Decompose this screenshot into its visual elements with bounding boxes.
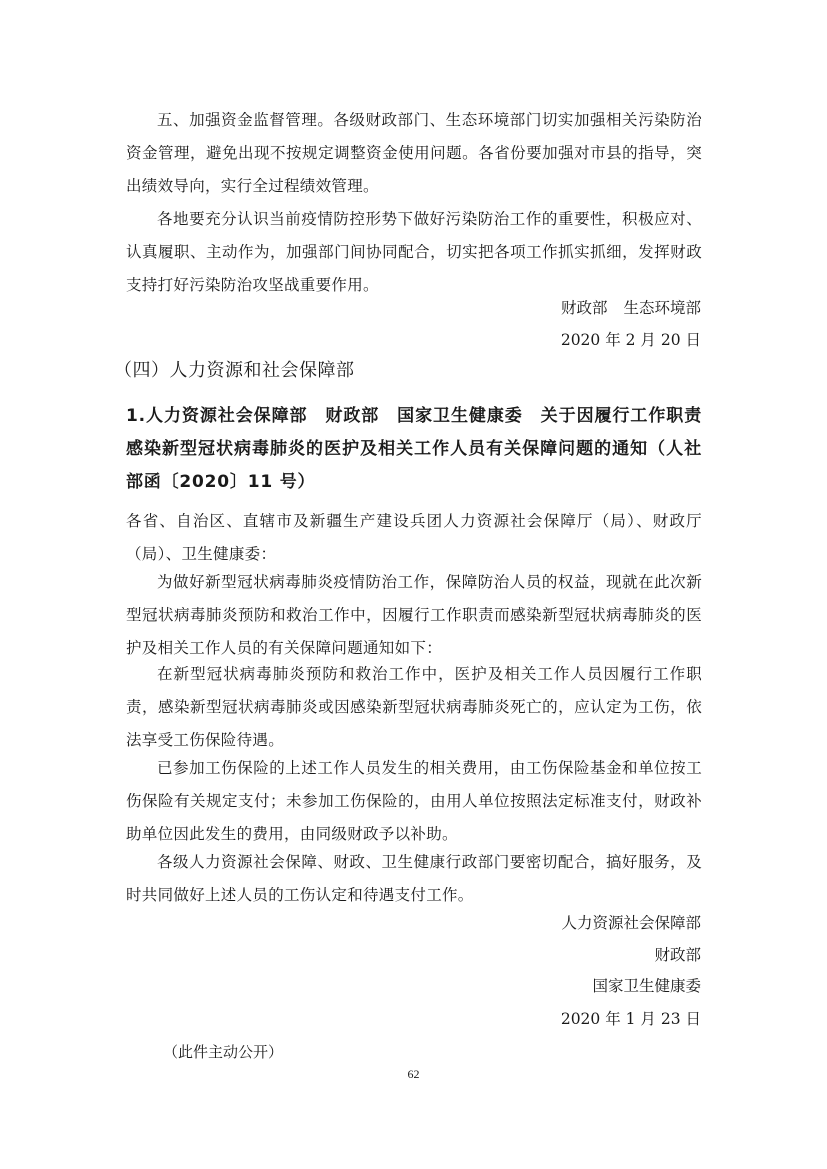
public-note: （此件主动公开） — [163, 1043, 284, 1061]
paragraph-costs: 已参加工伤保险的上述工作人员发生的相关费用，由工伤保险基金和单位按工伤保险有关规定支付；未参加工伤保险的，由用人单位按照法定标准支付，财政补助单位因此发生的费用，由同级财政予以补助。 — [126, 759, 702, 843]
paragraph-intro: 为做好新型冠状病毒肺炎疫情防治工作，保障防治人员的权益，现就在此次新型冠状病毒肺炎预防和救治工作中，因履行工作职责而感染新型冠状病毒肺炎的医护及相关工作人员的有关保障问题通知如下： — [126, 573, 702, 657]
paragraph-requirements: 各地要充分认识当前疫情防控形势下做好污染防治工作的重要性，积极应对、认真履职、主动作为，加强部门间协同配合，切实把各项工作抓实抓细，发挥财政支持打好污染防治攻坚战重要作用。 — [126, 210, 702, 294]
paragraph-fund-supervision: 五、加强资金监督管理。各级财政部门、生态环境部门切实加强相关污染防治资金管理，避免出现不按规定调整资金使用问题。各省份要加强对市县的指导，突出绩效导向，实行全过程绩效管理。 — [126, 111, 702, 195]
notice-title: 1.人力资源社会保障部 财政部 国家卫生健康委 关于因履行工作职责感染新型冠状病毒肺炎的医护及相关工作人员有关保障问题的通知（人社部函〔2020〕11 号） — [126, 406, 702, 492]
signature-line-1 — [561, 292, 701, 325]
signature-org-finance: 财政部 — [560, 299, 608, 317]
signature-org-hrss: 人力资源社会保障部 — [561, 914, 701, 932]
page-number: 62 — [407, 1067, 420, 1081]
paragraph-work-injury: 在新型冠状病毒肺炎预防和救治工作中，医护及相关工作人员因履行工作职责，感染新型冠状病毒肺炎或因感染新型冠状病毒肺炎死亡的，应认定为工伤，依法享受工伤保险待遇。 — [126, 665, 702, 749]
signature-org-environment: 生态环境部 — [623, 299, 701, 317]
section-heading: （四）人力资源和社会保障部 — [114, 360, 355, 381]
signature-org-finance-2: 财政部 — [654, 946, 701, 964]
addressee: 各省、自治区、直辖市及新疆生产建设兵团人力资源社会保障厅（局）、财政厅（局）、卫生健康委： — [126, 512, 702, 563]
paragraph-cooperation: 各级人力资源社会保障、财政、卫生健康行政部门要密切配合，搞好服务，及时共同做好上述人员的工伤认定和待遇支付工作。 — [126, 853, 702, 904]
signature-date-2: 2020 年 1 月 23 日 — [560, 1010, 701, 1028]
signature-date-1: 2020 年 2 月 20 日 — [560, 331, 701, 349]
signature-org-health: 国家卫生健康委 — [592, 977, 701, 995]
